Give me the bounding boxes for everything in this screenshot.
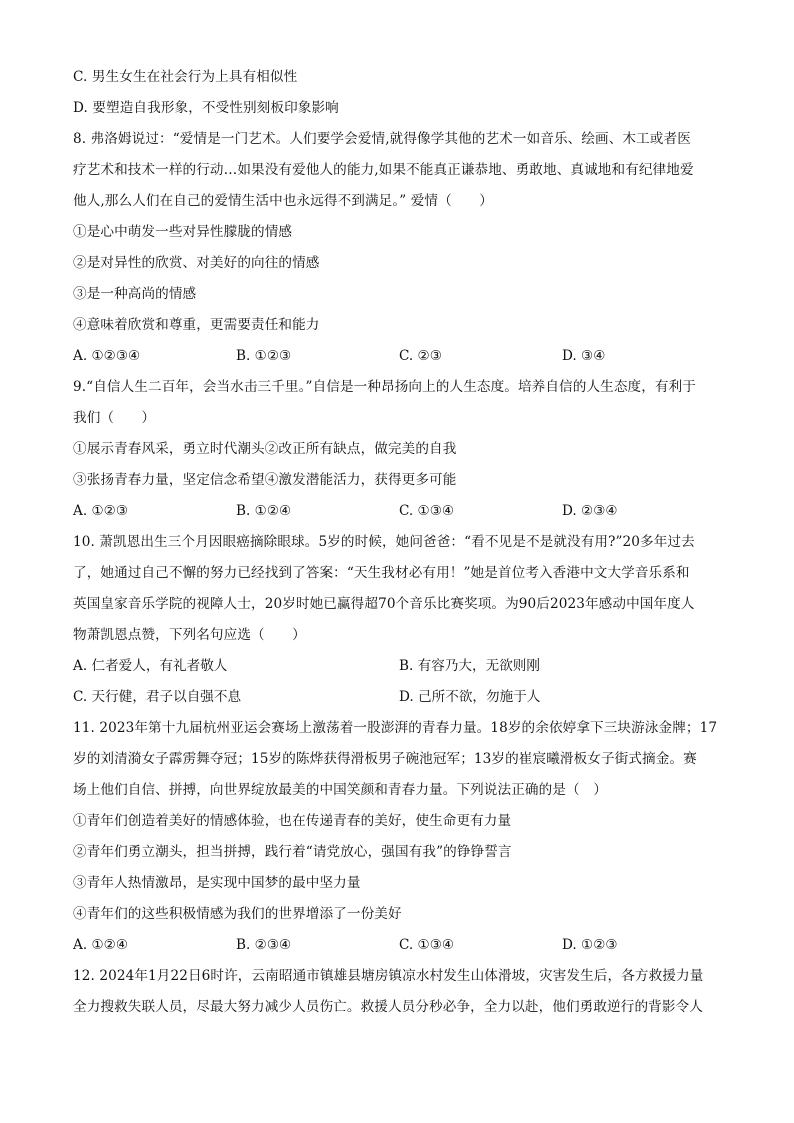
statement-item: ③张扬青春力量，坚定信念希望④激发潜能活力，获得更多可能 [73, 472, 457, 488]
question-12 [73, 961, 725, 1023]
option-d: D. 己所不欲，勿施于人 [399, 689, 541, 705]
statement-item: ①展示青春风采，勇立时代潮头②改正所有缺点，做完美的自我 [73, 441, 457, 457]
option-c: C. 男生女生在社会行为上具有相似性 [73, 69, 298, 85]
question-7-tail [73, 62, 725, 124]
option-c: C. ①③④ [399, 503, 455, 519]
option-c: C. ②③ [399, 348, 442, 364]
statement-item: ④意味着欣赏和尊重，更需要责任和能力 [73, 317, 320, 333]
exam-page [73, 62, 725, 1023]
question-stem: 全力搜救失联人员，尽最大努力减少人员伤亡。救援人员分秒必争，全力以赴，他们勇敢逆行的背影令人 [73, 999, 703, 1015]
option-c: C. 天行健，君子以自强不息 [73, 689, 242, 705]
statement-item: ④青年们的这些积极情感为我们的世界增添了一份美好 [73, 906, 402, 922]
option-b: B. ②③④ [236, 937, 292, 953]
option-d: D. ①②③ [562, 937, 618, 953]
statement-item: ③青年人热情激昂，是实现中国梦的最中坚力量 [73, 875, 361, 891]
statement-item: ③是一种高尚的情感 [73, 286, 197, 302]
option-b: B. ①②③ [236, 348, 292, 364]
question-stem: 9.“自信人生二百年，会当水击三千里。”自信是一种昂扬向上的人生态度。培养自信的人生态度，有利于 [73, 379, 696, 395]
question-stem: 11. 2023年第十九届杭州亚运会赛场上激荡着一股澎湃的青春力量。18岁的余依婷拿下三块游泳金牌；17 [73, 720, 718, 736]
question-stem: 岁的刘清漪女子霹雳舞夺冠；15岁的陈烨获得滑板男子碗池冠军；13岁的崔宸曦滑板女子街式摘金。赛 [73, 751, 697, 767]
question-stem: 他人,那么人们在自己的爱情生活中也永远得不到满足。” 爱情（ ） [73, 193, 493, 209]
options-row [73, 682, 725, 713]
option-d: D. ③④ [562, 348, 606, 364]
option-c: C. ①③④ [399, 937, 455, 953]
option-a: A. ①②③④ [73, 348, 141, 364]
question-stem: 8. 弗洛姆说过：“爱情是一门艺术。人们要学会爱情,就得像学其他的艺术一如音乐、绘画、木工或者医 [73, 131, 691, 147]
option-d: D. ②③④ [562, 503, 618, 519]
question-stem: 疗艺术和技术一样的行动…如果没有爱他人的能力,如果不能真正谦恭地、勇敢地、真诚地和有纪律地爱 [73, 162, 694, 178]
question-stem: 物萧凯恩点赞，下列名句应选（ ） [73, 627, 306, 643]
options-row [73, 930, 725, 961]
option-d: D. 要塑造自我形象，不受性别刻板印象影响 [73, 100, 339, 116]
question-9 [73, 372, 725, 527]
option-b: B. ①②④ [236, 503, 292, 519]
question-stem: 12. 2024年1月22日6时许，云南昭通市镇雄县塘房镇凉水村发生山体滑坡，灾害发生后，各方救援力量 [73, 968, 704, 984]
options-row [73, 651, 725, 682]
question-10 [73, 527, 725, 713]
question-stem: 英国皇家音乐学院的视障人士，20岁时她已赢得超70个音乐比赛奖项。为90后2023年感动中国年度人 [73, 596, 695, 612]
statement-item: ②是对异性的欣赏、对美好的向往的情感 [73, 255, 320, 271]
question-stem: 场上他们自信、拼搏，向世界绽放最美的中国笑颜和青春力量。下列说法正确的是（ ） [73, 782, 608, 798]
question-stem: 10. 萧凯恩出生三个月因眼癌摘除眼球。5岁的时候，她问爸爸：“看不见是不是就没有用?”20多年过去 [73, 534, 695, 550]
statement-item: ①是心中萌发一些对异性朦胧的情感 [73, 224, 293, 240]
options-row [73, 496, 725, 527]
question-11 [73, 713, 725, 961]
option-a: A. ①②③ [73, 503, 129, 519]
statement-item: ①青年们创造着美好的情感体验，也在传递青春的美好，使生命更有力量 [73, 813, 512, 829]
option-a: A. ①②④ [73, 937, 129, 953]
option-a: A. 仁者爱人，有礼者敬人 [73, 658, 228, 674]
question-stem: 我们（ ） [73, 410, 156, 426]
question-stem: 了，她通过自己不懈的努力已经找到了答案：“天生我材必有用！”她是首位考入香港中文大学音乐系和 [73, 565, 690, 581]
options-row [73, 341, 725, 372]
question-8 [73, 124, 725, 372]
statement-item: ②青年们勇立潮头，担当拼搏，践行着“请党放心，强国有我”的铮铮誓言 [73, 844, 512, 860]
option-b: B. 有容乃大，无欲则刚 [399, 658, 540, 674]
